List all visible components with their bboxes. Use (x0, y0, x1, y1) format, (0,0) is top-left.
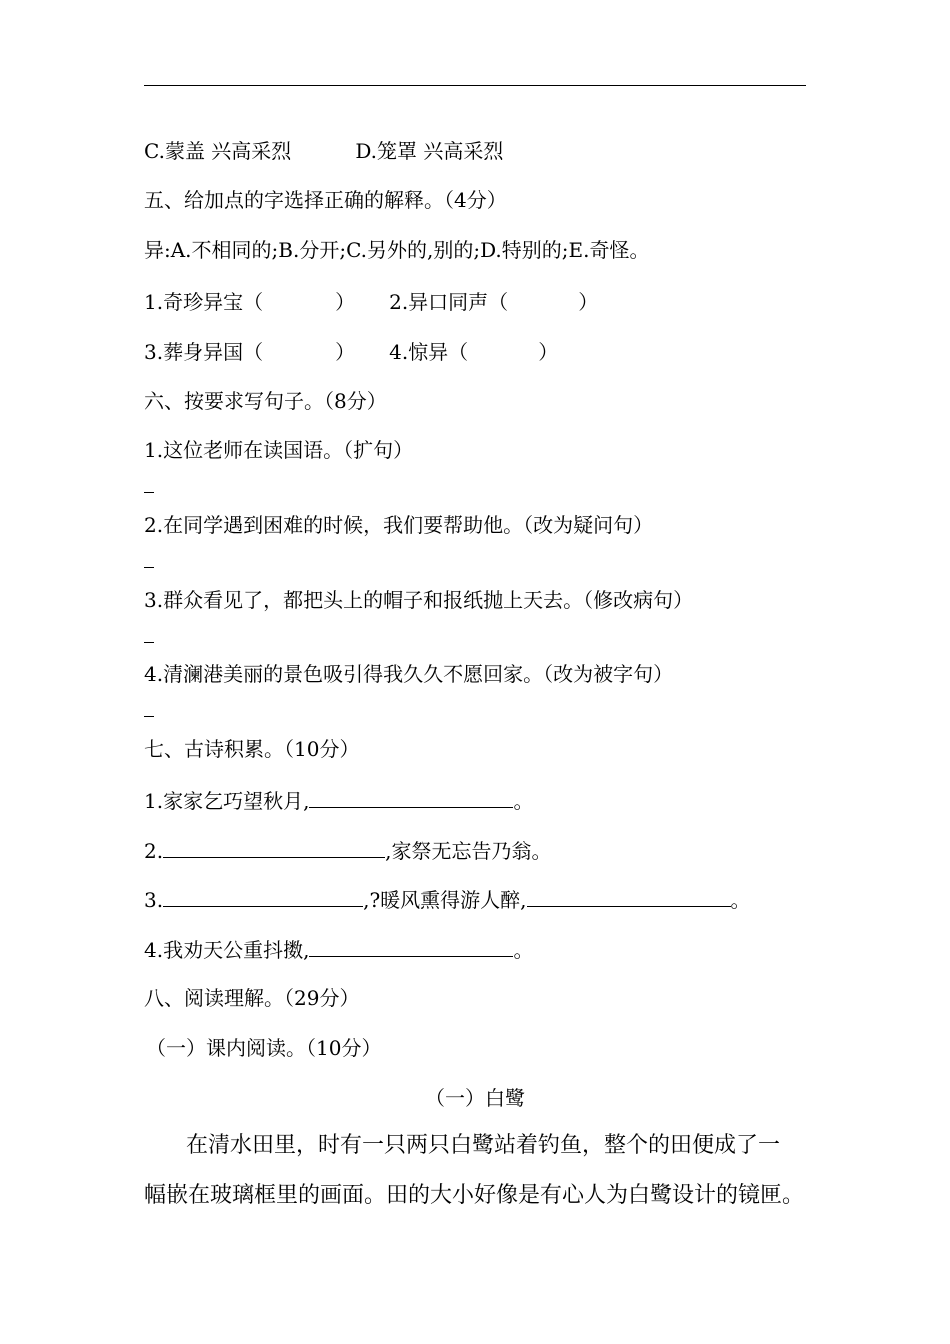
s6-item-2: 2.在同学遇到困难的时候，我们要帮助他。（改为疑问句） (144, 513, 654, 537)
poem-line-3: 3. ,?暖风熏得游人醉, 。 (144, 888, 751, 912)
section-5-row-1: 1.奇珍异宝（ ） 2.异口同声（ ） (144, 290, 599, 314)
poem-blank-1[interactable] (309, 787, 513, 808)
s5-item-3: 3.葬身异国（ (144, 340, 264, 364)
section-5-row-2: 3.葬身异国（ ） 4.惊异（ ） (144, 340, 559, 364)
answer-line-2[interactable] (144, 567, 154, 568)
poem-line-1: 1.家家乞巧望秋月, 。 (144, 789, 534, 813)
s5-item-2: 2.异口同声（ (389, 290, 509, 314)
poem-line-4: 4.我劝天公重抖擞, 。 (144, 938, 534, 962)
passage-line-1: 在清水田里，时有一只两只白鹭站着钓鱼，整个的田便成了一 (186, 1133, 781, 1158)
option-c: C.蒙盖 兴高采烈 (144, 139, 292, 163)
section-7-heading: 七、古诗积累。（10分） (144, 737, 360, 761)
section-8-heading: 八、阅读理解。（29分） (144, 986, 360, 1010)
poem-blank-4[interactable] (309, 936, 513, 957)
answer-line-4[interactable] (144, 716, 154, 717)
s6-item-1: 1.这位老师在读国语。（扩句） (144, 438, 414, 462)
answer-line-3[interactable] (144, 642, 154, 643)
poem-blank-3a[interactable] (163, 886, 363, 907)
s5-item-4: 4.惊异（ (389, 340, 469, 364)
passage-title: （一）白鹭 (425, 1086, 525, 1110)
answer-line-1[interactable] (144, 492, 154, 493)
section-5-definitions: 异:A.不相同的;B.分开;C.另外的,别的;D.特别的;E.奇怪。 (144, 238, 650, 262)
section-5-heading: 五、给加点的字选择正确的解释。（4分） (144, 188, 507, 212)
header-rule (144, 85, 806, 86)
poem-blank-3b[interactable] (527, 886, 731, 907)
s5-item-1: 1.奇珍异宝（ (144, 290, 264, 314)
poem-line-2: 2. ,家祭无忘告乃翁。 (144, 839, 552, 863)
passage-line-2: 幅嵌在玻璃框里的画面。田的大小好像是有心人为白鹭设计的镜匣。 (144, 1183, 805, 1208)
q4-options-row (144, 138, 503, 164)
poem-blank-2[interactable] (163, 837, 385, 858)
section-6-heading: 六、按要求写句子。（8分） (144, 389, 387, 413)
s6-item-4: 4.清澜港美丽的景色吸引得我久久不愿回家。（改为被字句） (144, 662, 674, 686)
s6-item-3: 3.群众看见了，都把头上的帽子和报纸抛上天去。（修改病句） (144, 588, 694, 612)
section-8-subheading: （一）课内阅读。（10分） (146, 1036, 382, 1060)
option-d: D.笼罩 兴高采烈 (355, 139, 504, 163)
